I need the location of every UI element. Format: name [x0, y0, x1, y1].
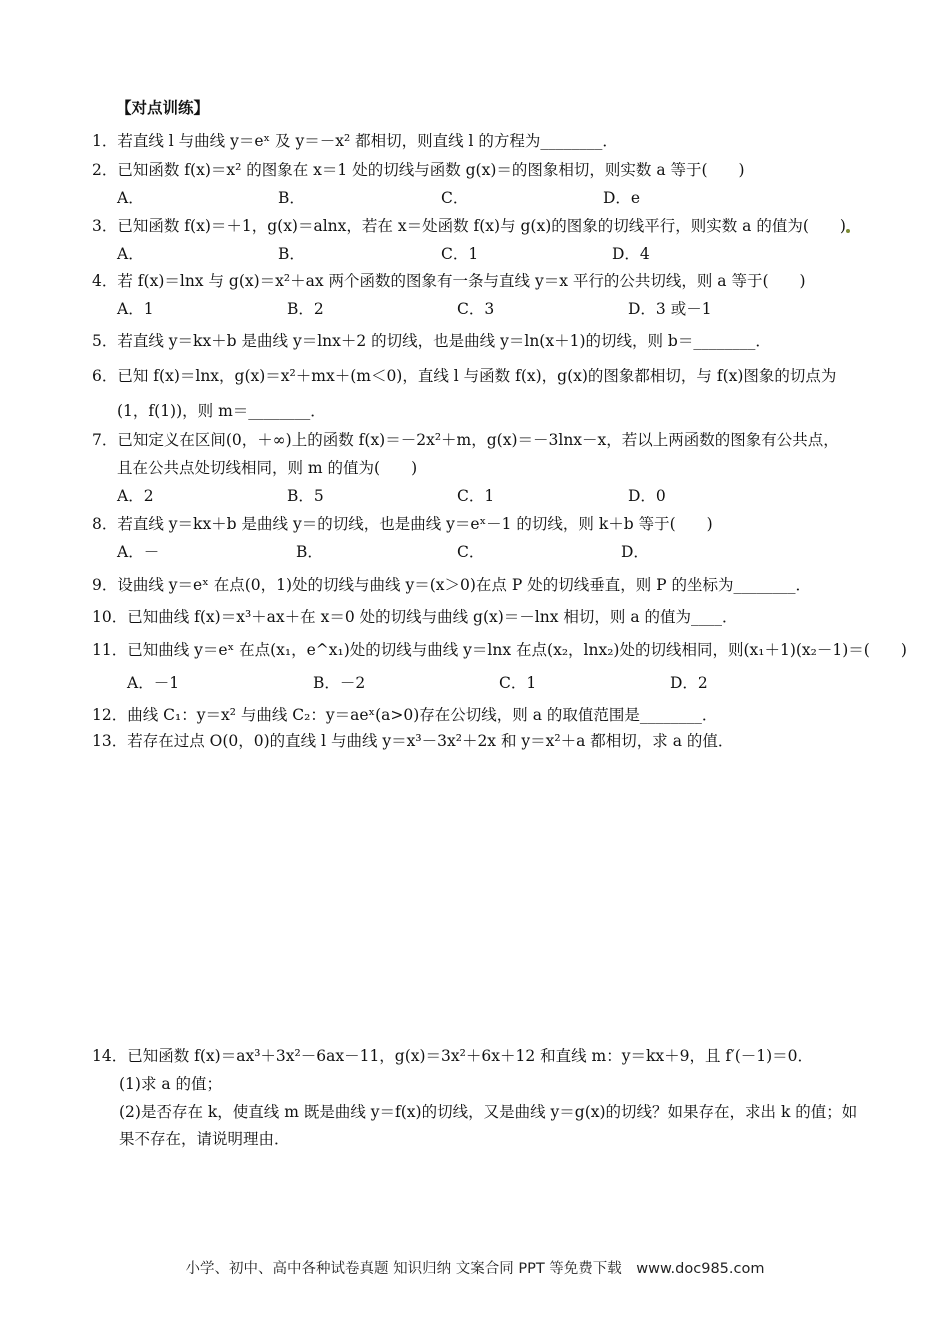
q7-option-a: A．2: [117, 487, 154, 505]
question-14-part-2-line-2: 果不存在，请说明理由．: [119, 1130, 290, 1148]
question-12: 12．曲线 C₁：y＝x² 与曲线 C₂：y＝aeˣ(a>0)存在公切线，则 a 的取值范围是________．: [92, 706, 718, 724]
q4-option-b: B．2: [287, 300, 324, 318]
q4-option-a: A．1: [117, 300, 154, 318]
question-14-part-1: (1)求 a 的值；: [119, 1075, 223, 1093]
stray-mark: [846, 229, 850, 233]
q11-option-d: D．2: [670, 674, 708, 692]
question-13: 13．若存在过点 O(0，0)的直线 l 与曲线 y＝x³－3x²＋2x 和 y＝x²＋a 都相切，求 a 的值．: [92, 732, 734, 750]
q7-option-c: C．1: [457, 487, 495, 505]
q7-option-d: D．0: [628, 487, 666, 505]
q4-option-d: D．3 或－1: [628, 300, 712, 318]
q7-option-b: B．5: [287, 487, 324, 505]
q2-option-d: D．e: [603, 189, 641, 207]
q11-option-c: C．1: [499, 674, 537, 692]
q8-option-a: A．－: [117, 543, 160, 561]
section-heading: 【对点训练】: [116, 99, 210, 117]
question-7-line-1: 7．已知定义在区间(0，＋∞)上的函数 f(x)＝－2x²＋m，g(x)＝－3lnx－x，若以上两函数的图象有公共点，: [92, 431, 839, 449]
question-6-line-1: 6．已知 f(x)＝lnx，g(x)＝x²＋mx＋(m＜0)，直线 l 与函数 f(x)，g(x)的图象都相切，与 f(x)图象的切点为: [92, 367, 837, 385]
q8-option-b: B．: [296, 543, 323, 561]
q8-option-c: C．: [457, 543, 485, 561]
q3-option-a: A．: [117, 245, 144, 263]
question-10: 10．已知曲线 f(x)＝x³＋ax＋在 x＝0 处的切线与曲线 g(x)＝－lnx 相切，则 a 的值为____．: [92, 608, 738, 626]
q3-option-d: D．4: [612, 245, 650, 263]
q11-option-a: A．－1: [127, 674, 180, 692]
question-7-line-2: 且在公共点处切线相同，则 m 的值为( ): [117, 459, 418, 477]
page-footer: 小学、初中、高中各种试卷真题 知识归纳 文案合同 PPT 等免费下载 www.doc985.com: [185, 1261, 765, 1277]
q8-option-d: D．: [621, 543, 649, 561]
question-14: 14．已知函数 f(x)＝ax³＋3x²－6ax－11，g(x)＝3x²＋6x＋12 和直线 m：y＝kx＋9，且 f′(－1)＝0．: [92, 1047, 814, 1065]
question-1: 1．若直线 l 与曲线 y＝eˣ 及 y＝－x² 都相切，则直线 l 的方程为________．: [92, 132, 618, 150]
question-4: 4．若 f(x)＝lnx 与 g(x)＝x²＋ax 两个函数的图象有一条与直线 y＝x 平行的公共切线，则 a 等于( ): [92, 272, 806, 290]
q11-option-b: B．－2: [313, 674, 366, 692]
q2-option-b: B．: [278, 189, 305, 207]
q3-option-b: B．: [278, 245, 305, 263]
q4-option-c: C．3: [457, 300, 495, 318]
question-2: 2．已知函数 f(x)＝x² 的图象在 x＝1 处的切线与函数 g(x)＝的图象相切，则实数 a 等于( ): [92, 161, 745, 179]
question-3: 3．已知函数 f(x)＝＋1，g(x)＝alnx，若在 x＝处函数 f(x)与 g(x)的图象的切线平行，则实数 a 的值为( ): [92, 217, 846, 235]
q3-option-c: C．1: [441, 245, 479, 263]
q2-option-a: A．: [117, 189, 144, 207]
q2-option-c: C．: [441, 189, 469, 207]
question-8: 8．若直线 y＝kx＋b 是曲线 y＝的切线，也是曲线 y＝eˣ－1 的切线，则 k＋b 等于( ): [92, 515, 713, 533]
question-9: 9．设曲线 y＝eˣ 在点(0，1)处的切线与曲线 y＝(x＞0)在点 P 处的切线垂直，则 P 的坐标为________．: [92, 576, 811, 594]
question-6-line-2: (1，f(1))，则 m＝________．: [117, 402, 326, 420]
question-14-part-2-line-1: (2)是否存在 k，使直线 m 既是曲线 y＝f(x)的切线，又是曲线 y＝g(x)的切线？如果存在，求出 k 的值；如: [119, 1103, 858, 1121]
question-11: 11．已知曲线 y＝eˣ 在点(x₁，e^x₁)处的切线与曲线 y＝lnx 在点(x₂，lnx₂)处的切线相同，则(x₁＋1)(x₂－1)＝( ): [92, 641, 907, 659]
question-5: 5．若直线 y＝kx＋b 是曲线 y＝lnx＋2 的切线，也是曲线 y＝ln(x＋1)的切线，则 b＝________．: [92, 332, 771, 350]
